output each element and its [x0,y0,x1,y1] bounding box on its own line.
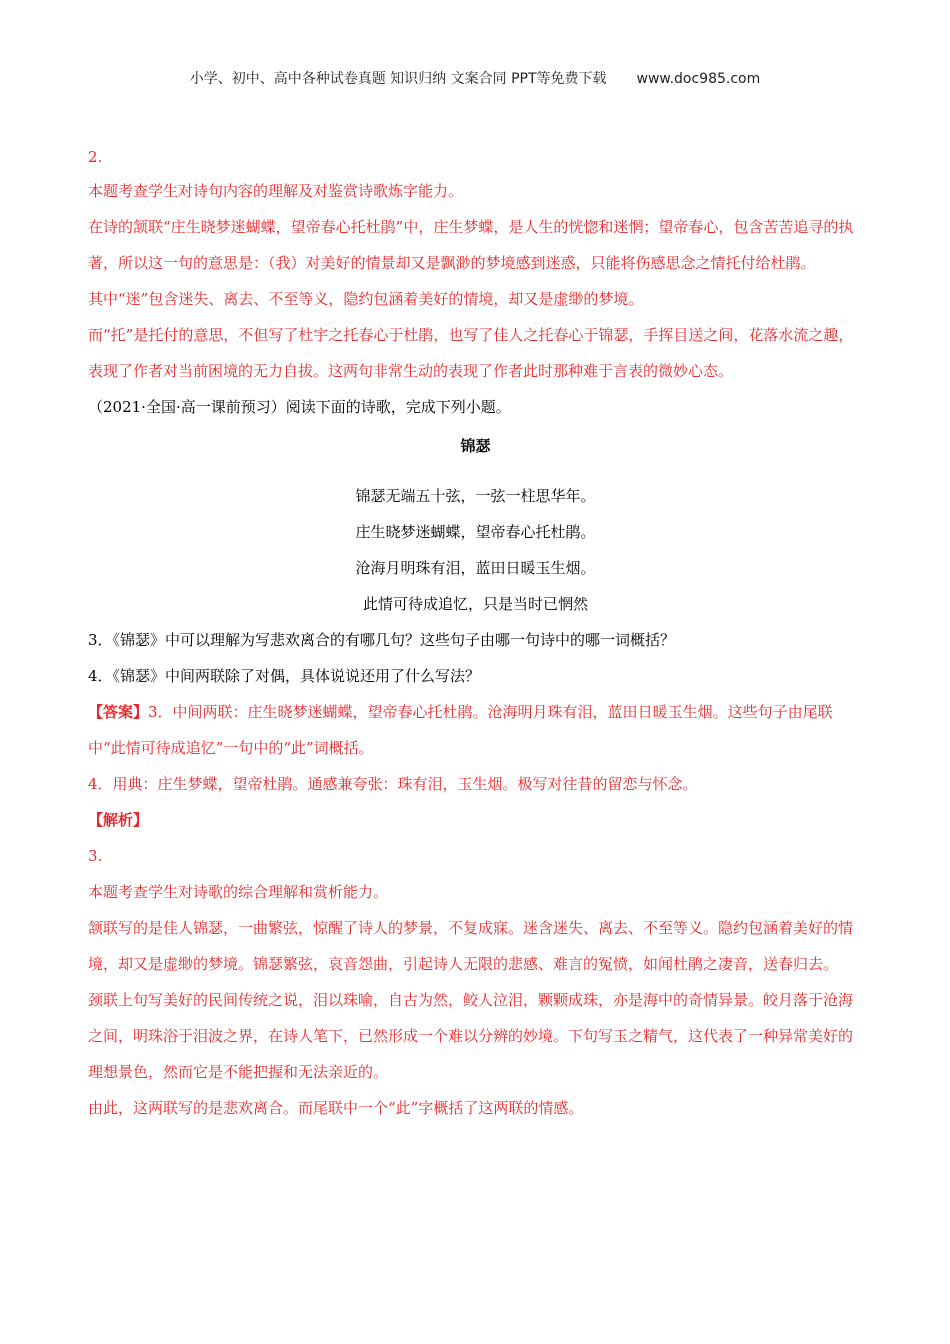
analysis-intro: 本题考查学生对诗歌的综合理解和赏析能力。 [88,883,389,901]
document-body [88,142,863,1126]
question-4: 4．《锦瑟》中间两联除了对偶，具体说说还用了什么写法？ [88,667,481,685]
poem-line: 庄生晓梦迷蝴蝶，望帝春心托杜鹃。 [355,523,596,541]
answer-3-text: 3．中间两联：庄生晓梦迷蝴蝶，望帝春心托杜鹃。沧海明月珠有泪，蓝田日暖玉生烟。这些句子由尾联中“此情可待成追忆”一句中的“此”词概括。 [88,703,833,757]
answer-3 [88,694,863,766]
question-3: 3．《锦瑟》中可以理解为写悲欢离合的有哪几句？这些句子由哪一句诗中的哪一词概括？ [88,631,676,649]
poem-title: 锦瑟 [460,437,491,455]
poem-line: 沧海月明珠有泪，蓝田日暖玉生烟。 [355,559,596,577]
poem-line: 锦瑟无端五十弦，一弦一柱思华年。 [355,487,596,505]
answer-4: 4．用典：庄生梦蝶，望帝杜鹃。通感兼夸张：珠有泪，玉生烟。极写对往昔的留恋与怀念。 [88,775,698,793]
block1-para2: 其中“迷”包含迷失、离去、不至等义，隐约包涵着美好的情境，却又是虚缈的梦境。 [88,290,644,308]
poem-body [88,478,863,622]
answer-label: 【答案】 [88,703,149,721]
header-text: 小学、初中、高中各种试卷真题 知识归纳 文案合同 PPT等免费下载 [189,71,607,87]
question-source: （2021·全国·高一课前预习）阅读下面的诗歌，完成下列小题。 [88,398,511,416]
block1-para1: 在诗的颔联“庄生晓梦迷蝴蝶，望帝春心托杜鹃”中，庄生梦蝶，是人生的恍惚和迷惘；望帝春心，包含苦苦追寻的执著，所以这一句的意思是：（我）对美好的情景却又是飘渺的梦境感到迷惑，只能将伤感思念之情托付给杜鹃。 [88,218,854,272]
analysis-number: 3. [88,847,103,865]
page-header [0,68,950,88]
analysis-para3: 由此，这两联写的是悲欢离合。而尾联中一个“此”字概括了这两联的情感。 [88,1099,584,1117]
block1-intro: 本题考查学生对诗句内容的理解及对鉴赏诗歌炼字能力。 [88,182,464,200]
poem-line: 此情可待成追忆，只是当时已惘然 [362,595,588,613]
analysis-para1: 颔联写的是佳人锦瑟，一曲繁弦，惊醒了诗人的梦景，不复成寐。迷含迷失、离去、不至等义。隐约包涵着美好的情境，却又是虚缈的梦境。锦瑟繁弦，哀音怨曲，引起诗人无限的悲感、难言的冤愤，如闻杜鹃之凄音，送春归去。 [88,919,854,973]
analysis-label: 【解析】 [88,811,149,829]
block1-number: 2. [88,148,103,166]
analysis-para2: 颈联上句写美好的民间传统之说，泪以珠喻，自古为然，鲛人泣泪，颗颗成珠，亦是海中的奇情异景。皎月落于沧海之间，明珠浴于泪波之界，在诗人笔下，已然形成一个难以分辨的妙境。下句写玉之精气，这代表了一种异常美好的理想景色，然而它是不能把握和无法亲近的。 [88,991,854,1081]
header-url[interactable]: www.doc985.com [636,71,761,87]
block1-para3: 而“托”是托付的意思，不但写了杜宇之托春心于杜鹃，也写了佳人之托春心于锦瑟，手挥目送之间，花落水流之趣，表现了作者对当前困境的无力自拔。这两句非常生动的表现了作者此时那种难于言表的微妙心态。 [88,326,854,380]
